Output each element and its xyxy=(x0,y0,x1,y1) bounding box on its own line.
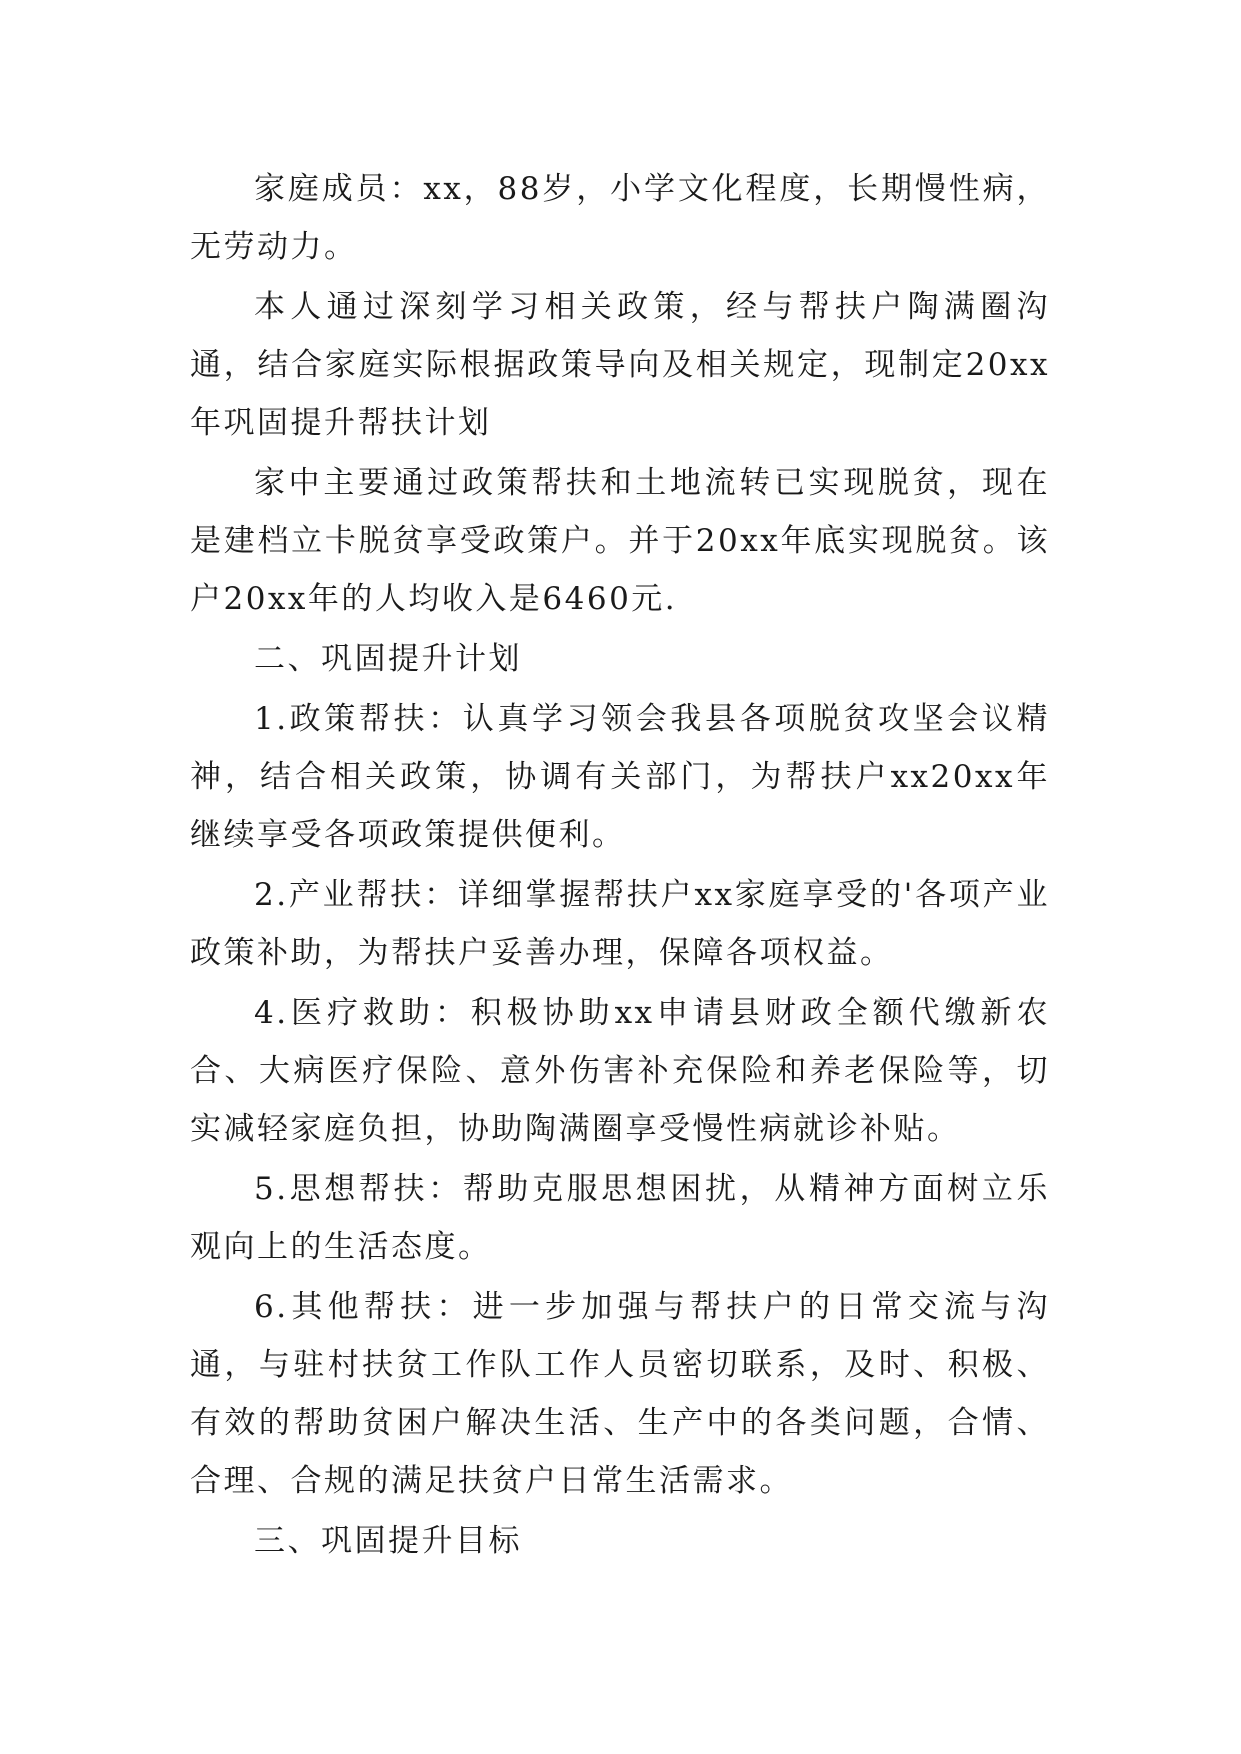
paragraph-income-status: 家中主要通过政策帮扶和土地流转已实现脱贫，现在是建档立卡脱贫享受政策户。并于20xx年底实现脱贫。该户20xx年的人均收入是6460元. xyxy=(190,465,1050,617)
section-heading-consolidation-plan: 二、巩固提升计划 xyxy=(254,641,522,677)
paragraph-mindset-assistance: 5.思想帮扶：帮助克服思想困扰，从精神方面树立乐观向上的生活态度。 xyxy=(190,1171,1050,1265)
paragraph-other-assistance: 6.其他帮扶：进一步加强与帮扶户的日常交流与沟通，与驻村扶贫工作队工作人员密切联系，及时、积极、有效的帮助贫困户解决生活、生产中的各类问题，合情、合理、合规的满足扶贫户日常生活需求。 xyxy=(190,1289,1050,1499)
section-heading-consolidation-goals: 三、巩固提升目标 xyxy=(254,1523,522,1559)
document-body xyxy=(190,160,1050,1570)
paragraph-family-members: 家庭成员：xx，88岁，小学文化程度，长期慢性病，无劳动力。 xyxy=(190,171,1050,265)
paragraph-plan-intro: 本人通过深刻学习相关政策，经与帮扶户陶满圈沟通，结合家庭实际根据政策导向及相关规定，现制定20xx年巩固提升帮扶计划 xyxy=(190,289,1050,441)
paragraph-policy-assistance: 1.政策帮扶：认真学习领会我县各项脱贫攻坚会议精神，结合相关政策，协调有关部门，为帮扶户xx20xx年继续享受各项政策提供便利。 xyxy=(190,701,1050,853)
paragraph-medical-assistance: 4.医疗救助：积极协助xx申请县财政全额代缴新农合、大病医疗保险、意外伤害补充保险和养老保险等，切实减轻家庭负担，协助陶满圈享受慢性病就诊补贴。 xyxy=(190,995,1050,1147)
paragraph-industry-assistance: 2.产业帮扶：详细掌握帮扶户xx家庭享受的'各项产业政策补助，为帮扶户妥善办理，保障各项权益。 xyxy=(190,877,1050,971)
